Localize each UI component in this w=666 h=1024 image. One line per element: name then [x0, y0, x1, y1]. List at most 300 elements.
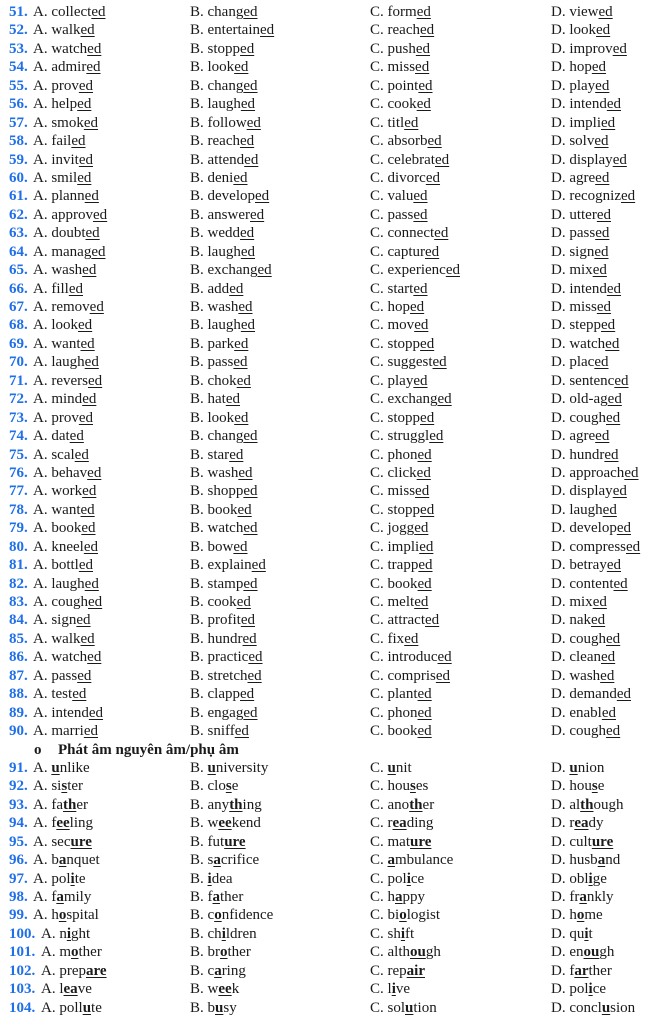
option-label: A. [33, 501, 52, 518]
word-prefix: explain [207, 557, 252, 574]
highlighted-part: ed [606, 723, 621, 740]
question-row [0, 575, 666, 593]
word-prefix: reach [207, 133, 240, 150]
option-label: B. [190, 833, 208, 850]
word-prefix: compris [387, 667, 436, 684]
highlighted-part: ure [224, 833, 246, 850]
option-label: C. [370, 133, 388, 150]
option-label: C. [370, 428, 388, 445]
highlighted-part: ed [413, 280, 428, 297]
option-label: A. [33, 317, 52, 334]
word-prefix: mind [51, 391, 83, 408]
option-label: C. [370, 372, 388, 389]
question-number: 87. [9, 667, 28, 684]
option-label: C. [370, 464, 388, 481]
word-prefix: c [207, 962, 215, 979]
option-label: A. [33, 667, 52, 684]
highlighted-part: ed [612, 40, 627, 57]
option-label: B. [190, 243, 208, 260]
option-c [370, 335, 434, 353]
word-prefix: stepp [569, 317, 602, 334]
question-number: 58. [9, 133, 28, 150]
option-d [551, 556, 621, 574]
highlighted-part: a [213, 852, 221, 869]
option-label: D. [551, 501, 570, 518]
highlighted-part: ed [251, 557, 266, 574]
option-label: C. [370, 889, 388, 905]
question-row [0, 814, 666, 832]
option-b [190, 630, 257, 648]
option-label: C. [370, 335, 388, 352]
option-b [190, 722, 249, 740]
question-number: 78. [9, 501, 28, 518]
option-c [370, 556, 433, 574]
highlighted-part: i [66, 925, 72, 942]
question-row [0, 151, 666, 169]
option-label: A. [41, 981, 60, 998]
word-suffix: ther [588, 962, 612, 979]
option-b [190, 538, 248, 556]
option-a [33, 353, 99, 371]
option-c [370, 372, 428, 390]
option-c [370, 298, 424, 316]
highlighted-part: ed [89, 299, 104, 315]
word-prefix: mov [387, 317, 415, 334]
option-d [551, 409, 620, 427]
word-prefix: laugh [207, 96, 241, 113]
word-prefix: remov [51, 299, 90, 315]
option-label: A. [33, 335, 52, 352]
highlighted-part: ed [86, 59, 101, 76]
option-a [33, 58, 101, 76]
question-number: 63. [9, 225, 28, 242]
option-b [190, 851, 259, 869]
word-prefix: qu [569, 925, 585, 942]
word-prefix: hundr [207, 630, 243, 647]
highlighted-part: ed [601, 317, 616, 334]
highlighted-part: ed [445, 262, 460, 279]
option-label: D. [551, 262, 570, 279]
option-b [190, 95, 255, 113]
option-label: A. [33, 169, 52, 186]
word-prefix: laugh [207, 317, 241, 334]
word-prefix: intend [569, 96, 607, 113]
option-label: D. [551, 391, 570, 408]
highlighted-part: ed [594, 243, 609, 260]
option-label: D. [551, 354, 570, 371]
question-number: 57. [9, 114, 28, 131]
word-suffix: e [597, 778, 605, 795]
option-label: B. [190, 151, 208, 168]
word-prefix: display [569, 151, 613, 168]
highlighted-part: ure [70, 833, 92, 850]
word-prefix: admir [51, 59, 87, 76]
question-row [0, 685, 666, 703]
word-prefix: park [207, 335, 235, 352]
option-label: D. [551, 225, 570, 242]
highlighted-part: ed [614, 372, 629, 389]
question-row [0, 390, 666, 408]
option-d [551, 243, 609, 261]
highlighted-part: i [406, 870, 411, 887]
option-b [190, 814, 261, 832]
question-number: 85. [9, 630, 28, 647]
highlighted-part: th [580, 796, 594, 813]
option-b [190, 980, 239, 998]
option-label: B. [190, 889, 208, 905]
word-prefix: stretch [207, 667, 248, 684]
highlighted-part: ed [240, 243, 256, 260]
option-label: B. [190, 649, 208, 666]
option-label: B. [190, 354, 208, 371]
option-label: B. [190, 630, 208, 647]
highlighted-part: ed [243, 483, 258, 500]
question-number: 91. [9, 759, 28, 776]
word-suffix: dy [588, 815, 604, 832]
highlighted-part: ed [413, 206, 428, 223]
highlighted-part: ed [626, 538, 641, 555]
highlighted-part: i [588, 981, 593, 998]
option-label: C. [370, 575, 388, 592]
highlighted-part: ed [606, 96, 622, 113]
word-prefix: deni [207, 169, 234, 186]
option-label: A. [33, 759, 52, 776]
highlighted-part: air [406, 962, 425, 979]
word-prefix: wash [207, 464, 239, 481]
option-b [190, 353, 248, 371]
highlighted-part: ed [595, 428, 610, 445]
question-row [0, 95, 666, 113]
option-label: A. [33, 686, 52, 703]
question-row [0, 759, 666, 777]
word-prefix: wash [207, 299, 239, 315]
option-b [190, 206, 264, 224]
option-label: D. [551, 4, 570, 20]
word-prefix: watch [207, 520, 244, 537]
option-d [551, 851, 620, 869]
question-number: 51. [9, 4, 28, 20]
word-suffix: ce [410, 870, 425, 887]
option-label: C. [370, 833, 388, 850]
word-prefix: scal [51, 446, 75, 463]
question-number: 83. [9, 594, 28, 610]
option-label: A. [33, 612, 52, 629]
bullet-circle-icon: o [34, 741, 42, 758]
option-c [370, 962, 425, 980]
option-c [370, 833, 431, 851]
option-label: C. [370, 317, 388, 334]
word-prefix: valu [387, 188, 414, 205]
question-row [0, 261, 666, 279]
question-row [0, 648, 666, 666]
option-label: A. [33, 243, 52, 260]
option-label: D. [551, 538, 570, 555]
highlighted-part: ed [247, 667, 262, 684]
question-number: 97. [9, 870, 28, 887]
option-label: D. [551, 925, 570, 942]
option-d [551, 261, 607, 279]
option-d [551, 519, 631, 537]
option-a [33, 243, 106, 261]
option-d [551, 980, 606, 998]
highlighted-part: u [601, 999, 611, 1016]
option-label: D. [551, 667, 570, 684]
question-row [0, 722, 666, 740]
highlighted-part: ed [434, 225, 449, 242]
highlighted-part: a [214, 962, 222, 979]
option-a [33, 206, 107, 224]
question-row [0, 519, 666, 537]
highlighted-part: ed [415, 59, 430, 76]
word-prefix: miss [387, 59, 416, 76]
highlighted-part: ed [91, 4, 106, 20]
highlighted-part: ed [69, 428, 84, 445]
question-row [0, 906, 666, 924]
question-number: 103. [9, 981, 36, 998]
highlighted-part: ed [596, 299, 612, 315]
question-number: 99. [9, 907, 28, 924]
word-prefix: f [569, 962, 575, 979]
highlighted-part: ed [88, 372, 103, 389]
word-suffix: mbulance [395, 852, 454, 869]
highlighted-part: ee [218, 815, 232, 832]
option-label: C. [370, 262, 388, 279]
word-prefix: sign [51, 612, 77, 629]
option-c [370, 390, 452, 408]
option-d [551, 777, 604, 795]
word-prefix: prov [51, 409, 79, 426]
highlighted-part: ed [243, 4, 258, 20]
word-prefix: smil [51, 169, 78, 186]
option-b [190, 943, 251, 961]
option-label: B. [190, 4, 208, 20]
highlighted-part: i [221, 925, 226, 942]
word-suffix: spital [66, 907, 99, 924]
word-prefix: play [387, 372, 414, 389]
highlighted-part: ed [596, 22, 611, 39]
highlighted-part: ed [416, 464, 431, 481]
option-label: A. [33, 428, 52, 445]
option-d [551, 114, 615, 132]
option-a [33, 3, 106, 21]
option-c [370, 95, 431, 113]
word-prefix: watch [569, 335, 606, 352]
option-label: D. [551, 723, 570, 740]
option-label: B. [190, 501, 208, 518]
highlighted-part: ed [616, 686, 631, 703]
option-label: C. [370, 704, 388, 721]
option-label: C. [370, 409, 388, 426]
word-prefix: r [387, 815, 393, 832]
highlighted-part: ed [418, 77, 433, 94]
option-d [551, 870, 607, 888]
question-number: 96. [9, 852, 28, 869]
highlighted-part: ed [82, 262, 97, 279]
question-row [0, 482, 666, 500]
highlighted-part: ed [71, 133, 86, 150]
word-prefix: phon [387, 446, 418, 463]
word-suffix: ing [242, 796, 262, 813]
option-b [190, 151, 258, 169]
option-a [33, 538, 98, 556]
word-prefix: prov [51, 77, 79, 94]
highlighted-part: ea [392, 815, 407, 832]
option-c [370, 538, 433, 556]
option-a [33, 261, 96, 279]
word-prefix: play [569, 77, 596, 94]
option-label: B. [190, 704, 208, 721]
option-d [551, 169, 609, 187]
word-prefix: plann [51, 188, 85, 205]
option-label: B. [190, 409, 208, 426]
question-number: 74. [9, 428, 28, 445]
option-c [370, 575, 432, 593]
option-label: B. [190, 575, 208, 592]
question-number: 69. [9, 335, 28, 352]
option-b [190, 261, 272, 279]
option-label: A. [33, 870, 52, 887]
word-prefix: chok [207, 372, 237, 389]
highlighted-part: ed [613, 575, 628, 592]
option-b [190, 446, 243, 464]
option-b [190, 114, 261, 132]
question-number: 82. [9, 575, 28, 592]
word-prefix: impli [569, 114, 602, 131]
option-a [33, 298, 104, 316]
option-label: A. [41, 962, 60, 979]
highlighted-part: u [207, 759, 216, 776]
option-label: D. [551, 907, 570, 924]
word-suffix: ring [221, 962, 246, 979]
question-row [0, 870, 666, 888]
word-suffix: ldren [225, 925, 257, 942]
option-label: C. [370, 686, 388, 703]
option-c [370, 759, 412, 777]
word-prefix: solv [569, 133, 595, 150]
word-prefix: wash [51, 262, 83, 279]
question-number: 81. [9, 557, 28, 574]
option-label: C. [370, 557, 388, 574]
highlighted-part: ed [242, 630, 257, 647]
option-b [190, 335, 248, 353]
highlighted-part: ed [415, 483, 430, 500]
word-prefix: pass [569, 225, 596, 242]
question-row [0, 353, 666, 371]
word-suffix: kend [231, 815, 261, 832]
option-c [370, 906, 440, 924]
word-prefix: cough [569, 409, 607, 426]
highlighted-part: ed [84, 354, 99, 371]
word-prefix: point [387, 77, 419, 94]
option-c [370, 353, 447, 371]
word-suffix: nkly [586, 889, 614, 905]
option-b [190, 224, 254, 242]
word-prefix: obl [569, 870, 589, 887]
option-label: A. [33, 594, 52, 610]
word-prefix: improv [569, 40, 613, 57]
option-label: B. [190, 723, 208, 740]
question-row [0, 611, 666, 629]
option-d [551, 888, 614, 906]
option-label: D. [551, 852, 570, 869]
option-c [370, 3, 431, 21]
option-label: A. [33, 225, 52, 242]
question-number: 102. [9, 962, 36, 979]
question-number: 77. [9, 483, 28, 500]
option-label: B. [190, 538, 208, 555]
option-label: C. [370, 723, 388, 740]
option-b [190, 280, 243, 298]
option-label: C. [370, 852, 388, 869]
question-number: 62. [9, 206, 28, 223]
highlighted-part: ed [87, 464, 102, 481]
highlighted-part: a [387, 852, 396, 869]
highlighted-part: ed [606, 557, 621, 574]
highlighted-part: i [70, 870, 75, 887]
highlighted-part: ed [234, 59, 249, 76]
highlighted-part: ed [243, 520, 258, 537]
option-a [33, 906, 99, 924]
option-b [190, 685, 254, 703]
highlighted-part: ed [88, 704, 104, 721]
word-prefix: laugh [569, 501, 603, 518]
option-d [551, 501, 617, 519]
question-row [0, 427, 666, 445]
option-label: D. [551, 796, 570, 813]
option-a [33, 21, 95, 39]
option-d [551, 906, 603, 924]
highlighted-part: ea [63, 981, 78, 998]
word-prefix: f [51, 815, 57, 832]
option-c [370, 980, 410, 998]
highlighted-part: ed [80, 630, 95, 647]
question-number: 93. [9, 796, 28, 813]
highlighted-part: ed [606, 409, 621, 426]
highlighted-part: ed [595, 169, 610, 186]
word-prefix: marri [51, 723, 84, 740]
word-prefix: profit [207, 612, 241, 629]
word-prefix: attend [207, 151, 245, 168]
option-b [190, 409, 248, 427]
option-label: C. [370, 206, 388, 223]
option-a [33, 870, 86, 888]
option-label: C. [370, 925, 388, 942]
word-prefix: cough [569, 630, 607, 647]
option-d [551, 611, 605, 629]
word-prefix: demand [569, 686, 617, 703]
word-prefix: compress [569, 538, 626, 555]
option-a [33, 759, 90, 777]
word-prefix: display [569, 483, 613, 500]
highlighted-part: ed [404, 630, 419, 647]
option-label: A. [33, 446, 52, 463]
option-label: C. [370, 796, 388, 813]
highlighted-part: s [591, 778, 598, 795]
option-label: A. [41, 925, 60, 942]
option-a [33, 335, 95, 353]
option-label: C. [370, 446, 388, 463]
option-a [33, 851, 100, 869]
word-prefix: sec [51, 833, 71, 850]
highlighted-part: i [207, 870, 212, 887]
option-a [41, 943, 102, 961]
highlighted-part: ed [80, 501, 95, 518]
option-label: B. [190, 594, 208, 610]
option-label: A. [33, 114, 52, 131]
option-d [551, 722, 620, 740]
option-label: A. [33, 354, 52, 371]
option-label: C. [370, 612, 388, 629]
